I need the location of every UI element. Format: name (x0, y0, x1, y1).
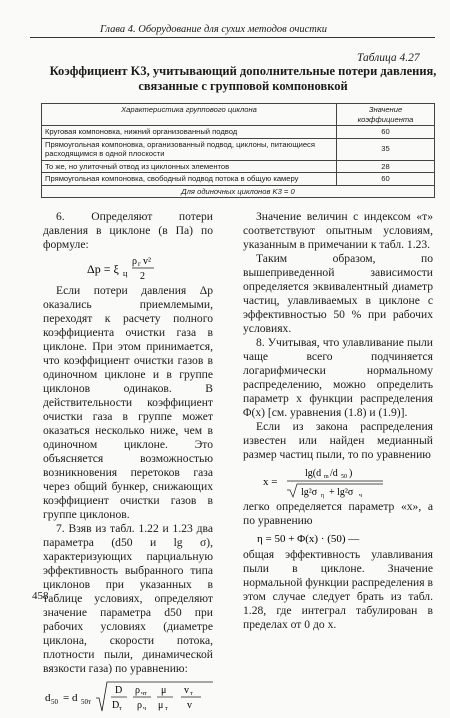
table-cell: То же, но улиточный отвод из циклонных элементов (42, 160, 337, 173)
formula-pressure-loss (43, 252, 213, 284)
table-cell-value: 28 (337, 160, 435, 173)
table-row (42, 173, 435, 186)
svg-text:v: v (187, 700, 192, 711)
table-cell-value: 60 (337, 173, 435, 186)
svg-text:т: т (165, 706, 168, 712)
table-footer: Для одиночных циклонов K3 = 0 (42, 185, 435, 198)
svg-text:μ: μ (161, 685, 167, 696)
svg-text:η = 50 + Φ(x) · (50) —: η = 50 + Φ(x) · (50) — (257, 533, 360, 545)
svg-text:ц: ц (123, 269, 128, 278)
svg-text:): ) (349, 468, 353, 479)
svg-text:ρ: ρ (135, 685, 140, 696)
table-header-characteristic: Характеристика группового циклона (42, 104, 337, 126)
table-cell-value: 60 (337, 126, 435, 139)
table-row (42, 160, 435, 173)
svg-text:v²: v² (143, 256, 151, 267)
svg-text:чт: чт (141, 691, 147, 697)
formula-efficiency (243, 528, 433, 548)
svg-text:+ lg²σ: + lg²σ (329, 487, 354, 498)
table-cell-value: 35 (337, 138, 435, 160)
paragraph: Таким образом, по вышеприведенной зависимости определяется эквивалентный диаметр частиц, улавливаемых в циклоне с эффективностью 50 % при рабочих условиях. (243, 252, 433, 335)
svg-text:г: г (138, 260, 141, 268)
right-column (243, 210, 433, 632)
header-rule (30, 37, 435, 38)
svg-text:D: D (115, 685, 123, 696)
svg-text:μ: μ (158, 700, 164, 711)
paragraph: Если потери давления Δp оказались приемлемыми, переходят к расчету полного коэффициента очистки газа в циклоне. При этом принимается, что коэффициент очистки газов в одиночном циклоне и в группе циклонов одинаков. В действительности коэффициент очистки газа в группе может оказаться несколько ниже, чем в одиночном циклоне. Это объясняется возможностью возникновения перетоков газа через общий бункер, снижающих коэффициент очистки газов в группе циклонов. (43, 284, 213, 521)
svg-text:50: 50 (51, 698, 58, 706)
formula-x-parameter (243, 462, 433, 500)
table-row (42, 138, 435, 160)
table-cell: Прямоугольная компоновка, организованный подвод, циклоны, питающиеся расходящимся в одной плоскости (42, 138, 337, 160)
paragraph: легко определяется параметр «x», а по уравнению (243, 500, 433, 527)
svg-text:ρ: ρ (132, 256, 137, 267)
svg-text:d: d (45, 692, 51, 704)
table-cell: Круговая компоновка, нижний организованный подвод (42, 126, 337, 139)
paragraph: общая эффективность улавливания пыли в циклоне. Значение нормальной функции распределения в этом случае следует брать из табл. 1.28, где интеграл табулирован в пределах от 0 до x. (243, 548, 433, 631)
table-header-value: Значение коэффициента (337, 104, 435, 126)
svg-text:x =: x = (263, 476, 278, 488)
svg-text:2: 2 (140, 271, 145, 282)
table-row (42, 126, 435, 139)
svg-text:ч: ч (143, 706, 147, 712)
formula-d50 (43, 676, 213, 716)
svg-text:50т: 50т (81, 698, 92, 706)
table-footer-row (42, 185, 435, 198)
svg-text:lg²σ: lg²σ (301, 487, 318, 498)
left-column (43, 210, 213, 716)
coefficient-table (41, 103, 435, 198)
svg-text:Δp = ξ: Δp = ξ (87, 262, 119, 276)
svg-text:50: 50 (341, 474, 347, 480)
running-head: Глава 4. Оборудование для сухих методов очистки (100, 24, 327, 35)
svg-text:= d: = d (63, 692, 78, 704)
table-cell: Прямоугольная компоновка, свободный подвод потока в общую камеру (42, 173, 337, 186)
paragraph: 7. Взяв из табл. 1.22 и 1.23 два параметра (d50 и lg σ), характеризующих парциальную эффективность выбранного типа циклонов при указанных в таблице условиях, определяют значение параметра d50 при рабочих условиях (диаметре циклона, скорости потока, плотности пыли, динамической вязкости газа) по уравнению: (43, 522, 213, 675)
paragraph: 6. Определяют потери давления в циклоне (в Па) по формуле: (43, 210, 213, 251)
paragraph: 8. Учитывая, что улавливание пыли чаще всего подчиняется логарифмически нормальному распределению, можно определить параметр x функции распределения Φ(x) [см. уравнения (1.8) и (1.9)]. (243, 336, 433, 419)
svg-text:v: v (184, 685, 189, 696)
svg-text:ч: ч (359, 493, 363, 499)
paragraph: Если из закона распределения известен или найден медианный размер частиц пыли, то по уравнению (243, 420, 433, 461)
svg-text:lg(d: lg(d (305, 468, 322, 479)
svg-text:ρ: ρ (137, 700, 142, 711)
svg-text:η: η (321, 493, 325, 499)
svg-text:D: D (112, 700, 120, 711)
svg-text:т: т (119, 706, 122, 712)
table-title: Коэффициент K3, учитывающий дополнительные потери давления, связанные с групповой компоновкой (49, 64, 437, 93)
page-number: 458 (32, 590, 49, 602)
table-header-row (42, 104, 435, 126)
svg-text:/d: /d (330, 468, 338, 479)
svg-text:m: m (324, 474, 329, 480)
svg-text:т: т (190, 691, 193, 697)
paragraph: Значение величин с индексом «т» соответствуют опытным условиям, указанным в примечании к табл. 1.23. (243, 210, 433, 251)
table-label: Таблица 4.27 (357, 52, 420, 64)
